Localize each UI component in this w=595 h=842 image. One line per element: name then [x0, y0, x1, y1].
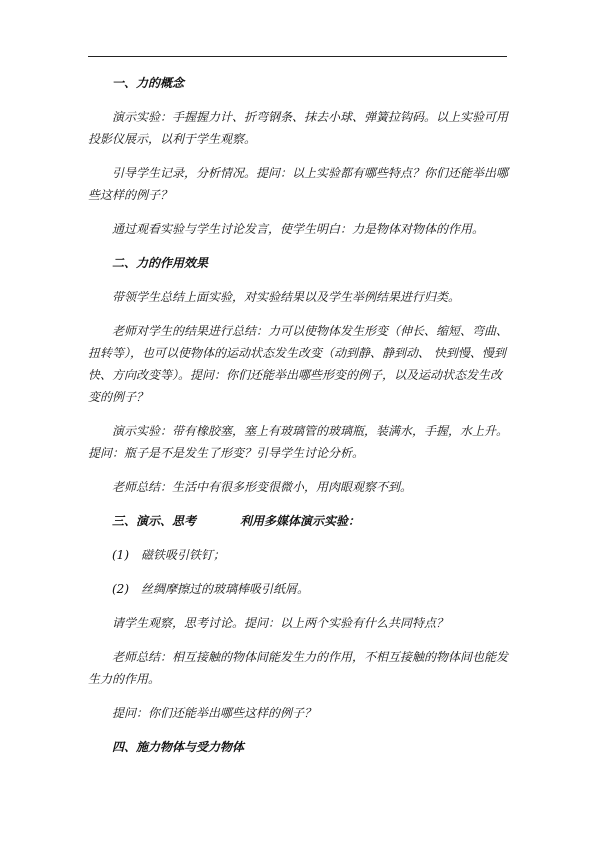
section-heading-3-title: 三、演示、思考 — [112, 514, 197, 528]
paragraph-conclusion-1: 通过观看实验与学生讨论发言，使学生明白：力是物体对物体的作用。 — [112, 222, 485, 236]
paragraph-teacher-summary-3: 老师总结：相互接触的物体间能发生力的作用，不相互接触的物体间也能发生力的作用。 — [88, 650, 509, 686]
header-rule — [88, 56, 507, 57]
paragraph-demo-2: 演示实验：带有橡胶塞，塞上有玻璃管的玻璃瓶，装满水，手握，水上升。提问：瓶子是不是发生了形变？引导学生讨论分析。 — [88, 424, 509, 460]
paragraph-observe: 请学生观察，思考讨论。提问：以上两个实验有什么共同特点？ — [112, 616, 449, 630]
list-item-1: (1) 磁铁吸引铁钉； — [112, 548, 225, 562]
section-heading-3-subtitle: 利用多媒体演示实验： — [240, 514, 361, 528]
paragraph-guide: 引导学生记录，分析情况。提问：以上实验都有哪些特点？你们还能举出哪些这样的例子？ — [88, 166, 509, 202]
section-heading-2: 二、力的作用效果 — [112, 256, 209, 270]
document-body — [88, 72, 508, 770]
paragraph-teacher-summary-2: 老师总结：生活中有很多形变很微小，用肉眼观察不到。 — [112, 480, 413, 494]
section-heading-4: 四、施力物体与受力物体 — [112, 740, 245, 754]
list-item-2: (2) 丝绸摩擦过的玻璃棒吸引纸屑。 — [112, 582, 309, 596]
paragraph-summary-lead: 带领学生总结上面实验，对实验结果以及学生举例结果进行归类。 — [112, 290, 461, 304]
paragraph-teacher-summary-1: 老师对学生的结果进行总结：力可以使物体发生形变（伸长、缩短、弯曲、扭转等），也可以使物体的运动状态发生改变（动到静、静到动、 快到慢、慢到快、方向改变等）。提问：你们还能举出哪些形变的例子，以及运动状态发生改变的例子？ — [88, 324, 509, 404]
paragraph-demo-1: 演示实验：手握握力计、折弯钢条、抹去小球、弹簧拉钩码。以上实验可用投影仪展示，以利于学生观察。 — [88, 110, 509, 146]
section-heading-1: 一、力的概念 — [112, 76, 185, 90]
section-heading-3 — [88, 510, 508, 532]
paragraph-question: 提问：你们还能举出哪些这样的例子？ — [112, 706, 317, 720]
